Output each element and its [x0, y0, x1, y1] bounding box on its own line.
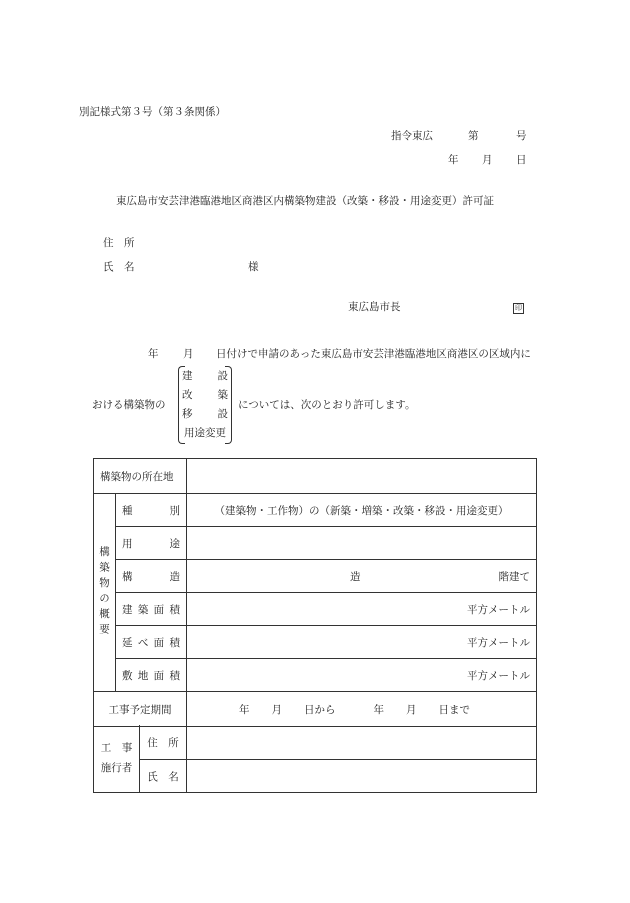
row-use-value [187, 527, 537, 560]
location-row [94, 459, 537, 494]
body-line2-prefix: おける構築物の [92, 399, 166, 411]
table-row [94, 527, 537, 560]
structure-zo: 造 [350, 570, 361, 583]
option-construction [182, 371, 228, 382]
overview-label: 構築物の概要 [98, 546, 110, 639]
contractor-label-2: 施行者 [100, 761, 133, 774]
row-site-area-value: 平方メートル [187, 659, 537, 692]
label-char: 積 [169, 669, 180, 682]
row-structure-label [116, 560, 187, 593]
label-char: べ [137, 636, 149, 649]
row-site-area-label [116, 659, 187, 692]
structure-stories: 階建て [498, 570, 530, 583]
contractor-label-cell [94, 725, 140, 793]
contractor-label-1: 工 事 [100, 741, 133, 754]
recipient-name-label: 氏 名 [103, 261, 135, 273]
label-char: 面 [153, 669, 165, 682]
option-construction-label: 建 設 [182, 370, 228, 382]
body-line1-text: 日付けで申請のあった東広島市安芸津港臨港地区商港区の区域内に [216, 348, 531, 360]
contractor-name-row [94, 760, 537, 793]
label-char: 敷 [122, 669, 133, 682]
issuer-title: 東広島市長 [348, 301, 401, 313]
option-rebuild [182, 390, 228, 401]
row-type-value: （建築物・工作物）の（新築・増築・改築・移設・用途変更） [187, 494, 537, 527]
contractor-table [93, 725, 537, 793]
label-char: 積 [169, 603, 180, 616]
body-month: 月 [183, 348, 194, 360]
table-row [94, 659, 537, 692]
options-bracket [178, 366, 232, 444]
row-use-label [116, 527, 187, 560]
row-building-area-label [116, 593, 187, 626]
label-char: 延 [122, 636, 133, 649]
period-year1: 年 [239, 703, 250, 716]
period-row [94, 692, 537, 727]
option-use-change [182, 428, 228, 439]
row-building-area-value: 平方メートル [187, 593, 537, 626]
location-label: 構築物の所在地 [94, 459, 187, 494]
recipient-honorific: 様 [248, 261, 259, 273]
directive-go: 号 [516, 130, 527, 142]
option-rebuild-label: 改 築 [182, 389, 228, 401]
table-row [94, 494, 537, 527]
label-char: 建 [122, 603, 133, 616]
contractor-address-value [187, 725, 537, 760]
period-year2: 年 [373, 703, 384, 716]
row-type-label [116, 494, 187, 527]
row-structure-value [187, 560, 537, 593]
label-char: 途 [169, 537, 180, 550]
period-value [187, 692, 537, 727]
table-row [94, 593, 537, 626]
body-line2-suffix: については、次のとおり許可します。 [238, 399, 416, 411]
row-floor-area-value: 平方メートル [187, 626, 537, 659]
recipient-address-label: 住 所 [103, 237, 135, 249]
period-month1: 月 [271, 703, 282, 716]
date-month: 月 [482, 154, 493, 166]
label-char: 積 [169, 636, 180, 649]
location-value [187, 459, 537, 494]
period-label: 工事予定期間 [94, 692, 187, 727]
seal-icon: 印 [515, 304, 522, 312]
table-row [94, 626, 537, 659]
contractor-name-label: 氏 名 [140, 760, 187, 793]
label-char: 別 [169, 504, 180, 517]
option-relocation-label: 移 設 [182, 408, 228, 420]
contractor-address-row [94, 725, 537, 760]
period-month2: 月 [406, 703, 417, 716]
document-title: 東広島市安芸津港臨港地区商港区内構築物建設（改築・移設・用途変更）許可証 [116, 195, 494, 207]
permit-table [93, 458, 537, 727]
directive-dai: 第 [468, 130, 479, 142]
contractor-address-label: 住 所 [140, 725, 187, 760]
row-floor-area-label [116, 626, 187, 659]
period-from: 日から [304, 703, 336, 716]
option-use-change-label: 用途変更 [184, 427, 226, 439]
label-char: 面 [153, 603, 165, 616]
label-char: 種 [122, 504, 133, 517]
contractor-name-value [187, 760, 537, 793]
period-until: 日まで [438, 703, 470, 716]
label-char: 築 [137, 603, 149, 616]
label-char: 造 [169, 570, 180, 583]
form-number: 別記様式第３号（第３条関係） [79, 106, 226, 118]
label-char: 用 [122, 537, 133, 550]
label-char: 面 [153, 636, 165, 649]
overview-label-cell [94, 494, 116, 692]
date-day: 日 [516, 154, 527, 166]
table-row [94, 560, 537, 593]
date-year: 年 [448, 154, 459, 166]
body-year: 年 [148, 348, 159, 360]
label-char: 地 [137, 669, 149, 682]
issuer-seal [513, 302, 524, 314]
directive-prefix: 指令東広 [391, 130, 433, 142]
label-char: 構 [122, 570, 133, 583]
option-relocation [182, 409, 228, 420]
